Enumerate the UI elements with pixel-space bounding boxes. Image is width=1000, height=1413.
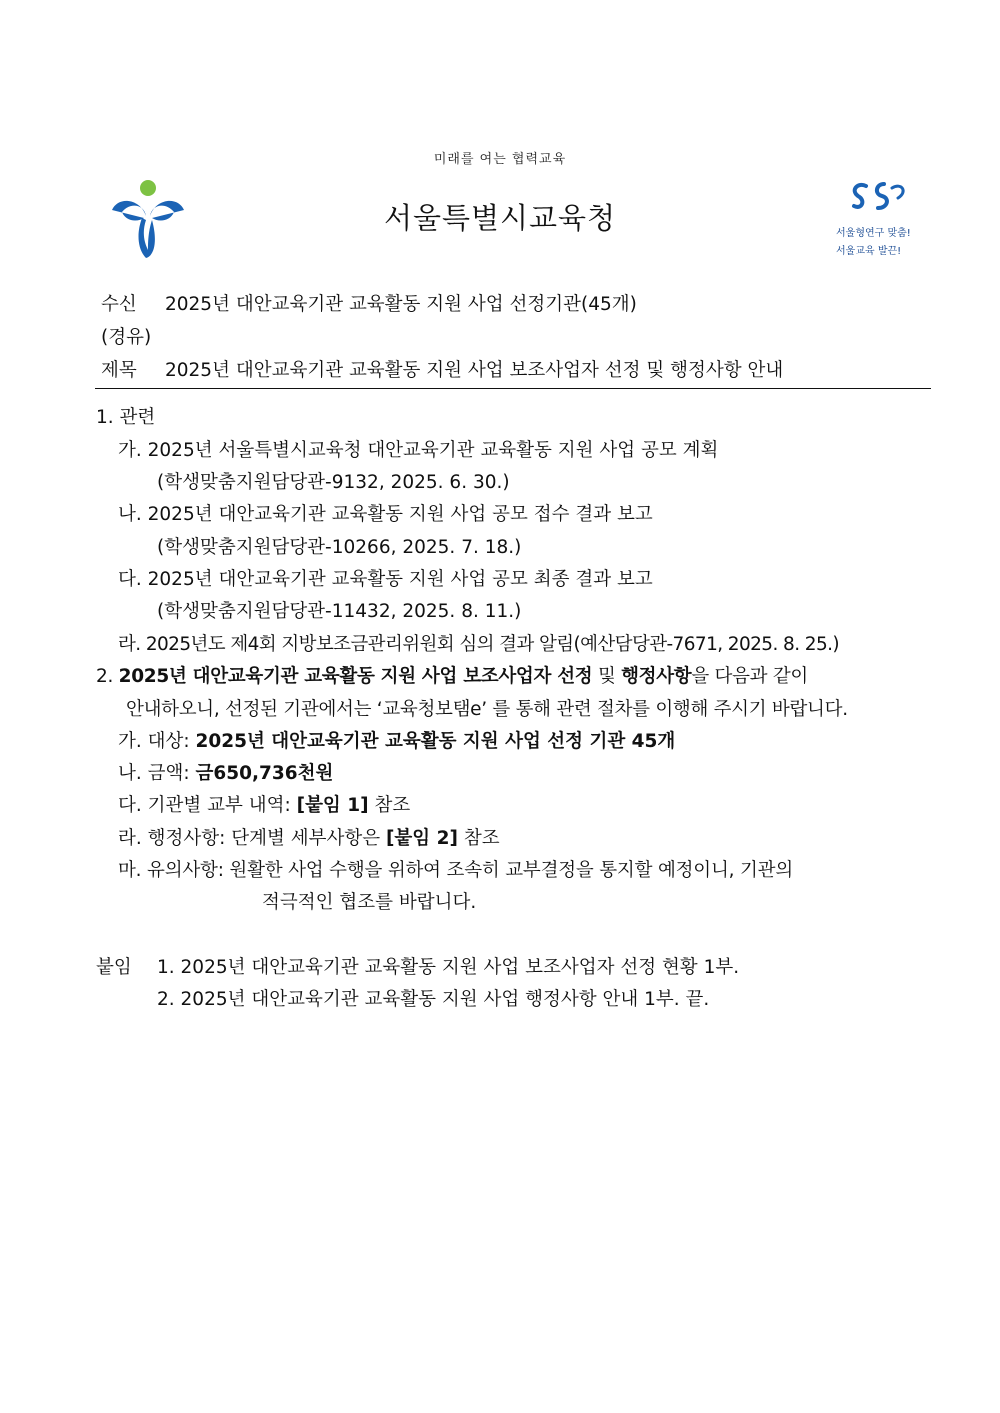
section-2-bold-subject: 2025년 대안교육기관 교육활동 지원 사업 보조사업자 선정 xyxy=(118,666,593,687)
section-1-item-b-ref: (학생맞춤지원담당관-10266, 2025. 7. 18.) xyxy=(157,537,522,558)
via-line: (경유) xyxy=(101,327,152,348)
section-1-item-d: 라. 2025년도 제4회 지방보조금관리위원회 심의 결과 알림(예산담당관-7671, 2025. 8. 25.) xyxy=(118,634,840,655)
section-1-item-c: 다. 2025년 대안교육기관 교육활동 지원 사업 공모 최종 결과 보고 xyxy=(118,569,653,590)
section-2-item-b xyxy=(118,758,333,790)
section-1-item-c-ref: (학생맞춤지원담당관-11432, 2025. 8. 11.) xyxy=(157,601,522,622)
attachment-item-2: 2. 2025년 대안교육기관 교육활동 지원 사업 행정사항 안내 1부. 끝. xyxy=(157,989,710,1010)
section-2-item-a xyxy=(118,726,675,758)
grant-details-label: 다. 기관별 교부 내역: xyxy=(118,795,297,816)
section-1-item-a-ref: (학생맞춤지원담당관-9132, 2025. 6. 30.) xyxy=(157,472,510,493)
recipient-value: 2025년 대안교육기관 교육활동 지원 사업 선정기관(45개) xyxy=(165,294,637,315)
slogan-logo xyxy=(832,178,928,260)
section-2-item-e-cont: 적극적인 협조를 바랍니다. xyxy=(262,892,477,913)
section-2-intro-cont: 안내하오니, 선정된 기관에서는 ‘교육청보탬e’ 를 통해 관련 절차를 이행해 주시기 바랍니다. xyxy=(126,699,848,720)
section-2-item-e: 마. 유의사항: 원활한 사업 수행을 위하여 조속히 교부결정을 통지할 예정이니, 기관의 xyxy=(118,860,794,881)
section-1-title: 1. 관련 xyxy=(96,407,156,428)
attachment-2-ref: [붙임 2] xyxy=(385,828,458,849)
section-2-item-d xyxy=(118,823,500,855)
slogan-line-1: 서울형연구 맞춤! xyxy=(836,228,911,239)
section-1-item-b: 나. 2025년 대안교육기관 교육활동 지원 사업 공모 접수 결과 보고 xyxy=(118,504,653,525)
section-2-intro xyxy=(96,661,808,693)
section-2-tail: 을 다음과 같이 xyxy=(691,666,808,687)
target-value: 2025년 대안교육기관 교육활동 지원 사업 선정 기관 45개 xyxy=(195,731,676,752)
target-label: 가. 대상: xyxy=(118,731,196,752)
organization-title: 서울특별시교육청 xyxy=(383,201,617,235)
admin-tail: 참조 xyxy=(457,828,500,849)
grant-details-tail: 참조 xyxy=(368,795,411,816)
amount-value: 금650,736천원 xyxy=(195,763,334,784)
attachments-label: 붙임 xyxy=(96,957,132,978)
admin-label: 라. 행정사항: 단계별 세부사항은 xyxy=(118,828,386,849)
section-1-item-a: 가. 2025년 서울특별시교육청 대안교육기관 교육활동 지원 사업 공모 계획 xyxy=(118,440,719,461)
recipient-line xyxy=(101,289,637,321)
subject-label: 제목 xyxy=(101,360,137,381)
section-2-bold-admin: 행정사항 xyxy=(621,666,692,687)
section-2-number: 2. xyxy=(96,666,114,687)
amount-label: 나. 금액: xyxy=(118,763,196,784)
subject-value: 2025년 대안교육기관 교육활동 지원 사업 보조사업자 선정 및 행정사항 안내 xyxy=(165,360,784,381)
motto: 미래를 여는 협력교육 xyxy=(433,152,567,167)
recipient-label: 수신 xyxy=(101,294,137,315)
header-divider xyxy=(95,388,931,389)
section-2-conj: 및 xyxy=(592,666,622,687)
section-2-item-c xyxy=(118,790,410,822)
attachment-1-ref: [붙임 1] xyxy=(296,795,369,816)
slogan-line-2: 서울교육 발끈! xyxy=(836,246,902,257)
subject-line xyxy=(101,355,783,387)
attachment-item-1: 1. 2025년 대안교육기관 교육활동 지원 사업 보조사업자 선정 현황 1부. xyxy=(157,957,740,978)
